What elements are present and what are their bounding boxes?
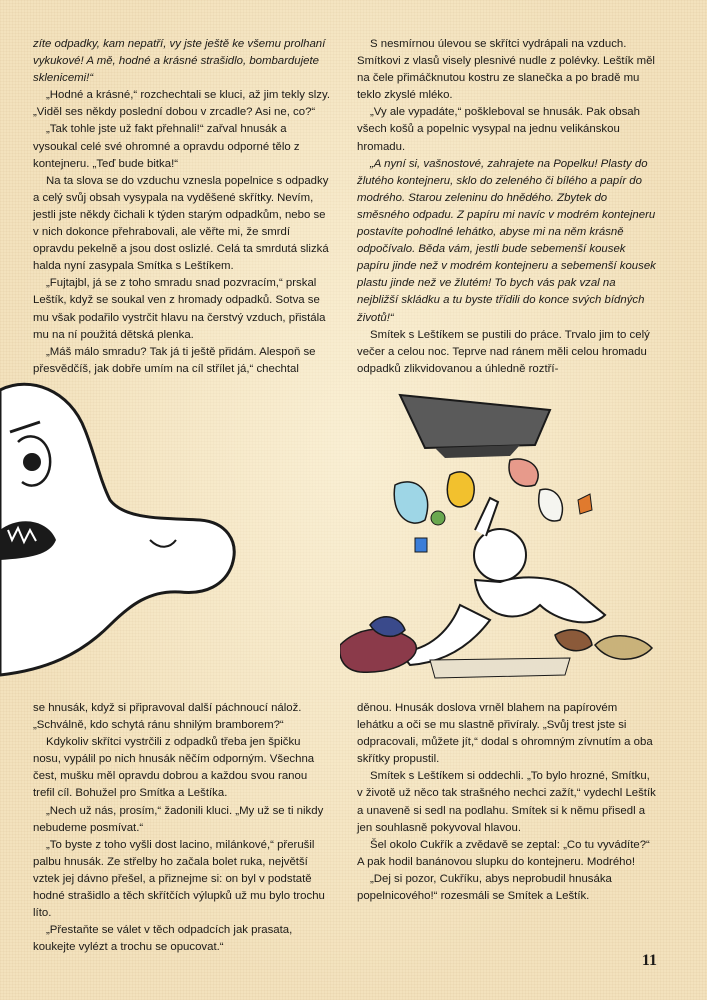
paragraph: zíte odpadky, kam nepatří, vy jste ještě ke všemu prolhaní vykukové! A mě, hodné a krásné strašidlo, bombardujete sklenicemi!“ xyxy=(33,38,326,85)
paragraph: „Hodné a krásné,“ rozchechtali se kluci, až jim tekly slzy. „Viděl ses někdy poslední dobou v zrcadle? Asi ne, co?“ xyxy=(33,89,331,119)
paragraph: „To byste z toho vyšli dost lacino, milánkové,“ přerušil palbu hnusák. Ze střelby ho začala bolet ruka, největší vztek jej dávno přešel, a přiznejme si: on byl v podstatě hodné strašidlo a těch skřítčích výlupků už mu bylo trochu líto. xyxy=(33,838,325,920)
text-column-bottom-right xyxy=(357,700,657,905)
paragraph: „Tak tohle jste už fakt přehnali!“ zařval hnusák a vysoukal celé své ohromné a opravdu odporné tělo z kontejneru. „Teď bude bitka!“ xyxy=(33,123,300,170)
garbage-pile-icon xyxy=(340,390,660,690)
paragraph: „Fujtajbl, já se z toho smradu snad pozvracím,“ prskal Leštík, když se soukal ven z hromady odpadků. Sotva se mu však podařilo vystrčit hlavu na čerstvý vzduch, přistála mu na ní použitá dětská plenka. xyxy=(33,277,326,341)
ghost-monster-icon xyxy=(0,370,260,690)
paragraph: „Vy ale vypadáte,“ poškleboval se hnusák. Pak obsah všech košů a popelnic vysypal na jednu velikánskou hromadu. xyxy=(357,106,640,153)
paragraph: Kdykoliv skřítci vystrčili z odpadků třeba jen špičku nosu, vypálil po nich hnusák něčím odporným. Všechna čest, mušku měl opravdu dobrou a každou svou ranou trefil cíl. Bohužel pro Smítka a Leštíka. xyxy=(33,736,315,800)
paragraph: Šel okolo Cukřík a zvědavě se zeptal: „Co tu vyvádíte?“ A pak hodil banánovou slupku do kontejneru. Modrého! xyxy=(357,838,650,868)
text-column-top-right xyxy=(357,36,657,378)
paragraph: S nesmírnou úlevou se skřítci vydrápali na vzduch. Smítkovi z vlasů visely plesnivé nudle z polévky. Leštík měl na čele přimáčknutou kostru ze slanečka a po bradě mu teklo zkyslé mléko. xyxy=(357,38,655,102)
paragraph: „Nech už nás, prosím,“ žadonili kluci. „My už se ti nikdy nebudeme posmívat.“ xyxy=(33,804,324,834)
page-number: 11 xyxy=(641,952,657,969)
paragraph: Na ta slova se do vzduchu vznesla popelnice s odpadky a celý svůj obsah vysypala na vyděšené skřítky. Nevím, jestli jste někdy čichali k týden starým odpadkům, nebo se v nich dokonce přehrabovali, ale věřte mi, že smrdí opravdu pekelně a jsou dost oslizlé. Celá ta smrdutá slizká halda nyní zasypala Smítka s Leštíkem. xyxy=(33,174,329,273)
paragraph: „Přestaňte se válet v těch odpadcích jak prasata, koukejte vylézt a trochu se opucovat.“ xyxy=(33,924,293,954)
paragraph: Smítek s Leštíkem si oddechli. „To bylo hrozné, Smítku, v životě už něco tak strašného nechci zažít,“ vydechl Leštík a unaveně si sedl na podlahu. Smítek si k němu přisedl a jen souhlasně pokyvoval hlavou. xyxy=(357,770,656,834)
paragraph: děnou. Hnusák doslova vrněl blahem na papírovém lehátku a oči se mu slastně přivíraly. „Svůj trest jste si odpracovali, můžete jít,“ dodal s ohromným zívnutím a oba skřítky propustil. xyxy=(357,702,653,766)
text-column-bottom-left xyxy=(33,700,331,956)
text-column-top-left xyxy=(33,36,331,378)
paragraph: Smítek s Leštíkem se pustili do práce. Trvalo jim to celý večer a celou noc. Teprve nad ránem měli celou hromadu odpadků zlikvidovanou a úhledně roztří- xyxy=(357,328,650,375)
paragraph: „Dej si pozor, Cukříku, abys neprobudil hnusáka popelnicového!“ rozesmáli se Smítek a Leštík. xyxy=(357,872,612,903)
paragraph: se hnusák, když si připravoval další páchnoucí nálož. „Schválně, kdo schytá ránu shnilým bramborem?“ xyxy=(33,702,302,732)
paragraph: „Máš málo smradu? Tak já ti ještě přidám. Alespoň se přesvědčíš, jak dobře umím na cíl střílet já,“ chechtal xyxy=(33,345,316,375)
paragraph: „A nyní si, vašnostové, zahrajete na Popelku! Plasty do žlutého kontejneru, sklo do zeleného či bílého a papír do modrého. Starou zeleninu do hnědého. Zbytek do směsného odpadu. Z papíru mi navíc v modrém kontejneru postavíte pohodlné lehátko, abyse mi na něm krásně odpočívalo. Běda vám, jestli bude sebemenší kousek papíru jinde než v modrém kontejneru a sebemenší kousek plastu jinde než ve žlutém! To bych vás pak vzal na nejbližší skládku a tu byste třídili do konce svých bídných životů!“ xyxy=(357,157,656,324)
